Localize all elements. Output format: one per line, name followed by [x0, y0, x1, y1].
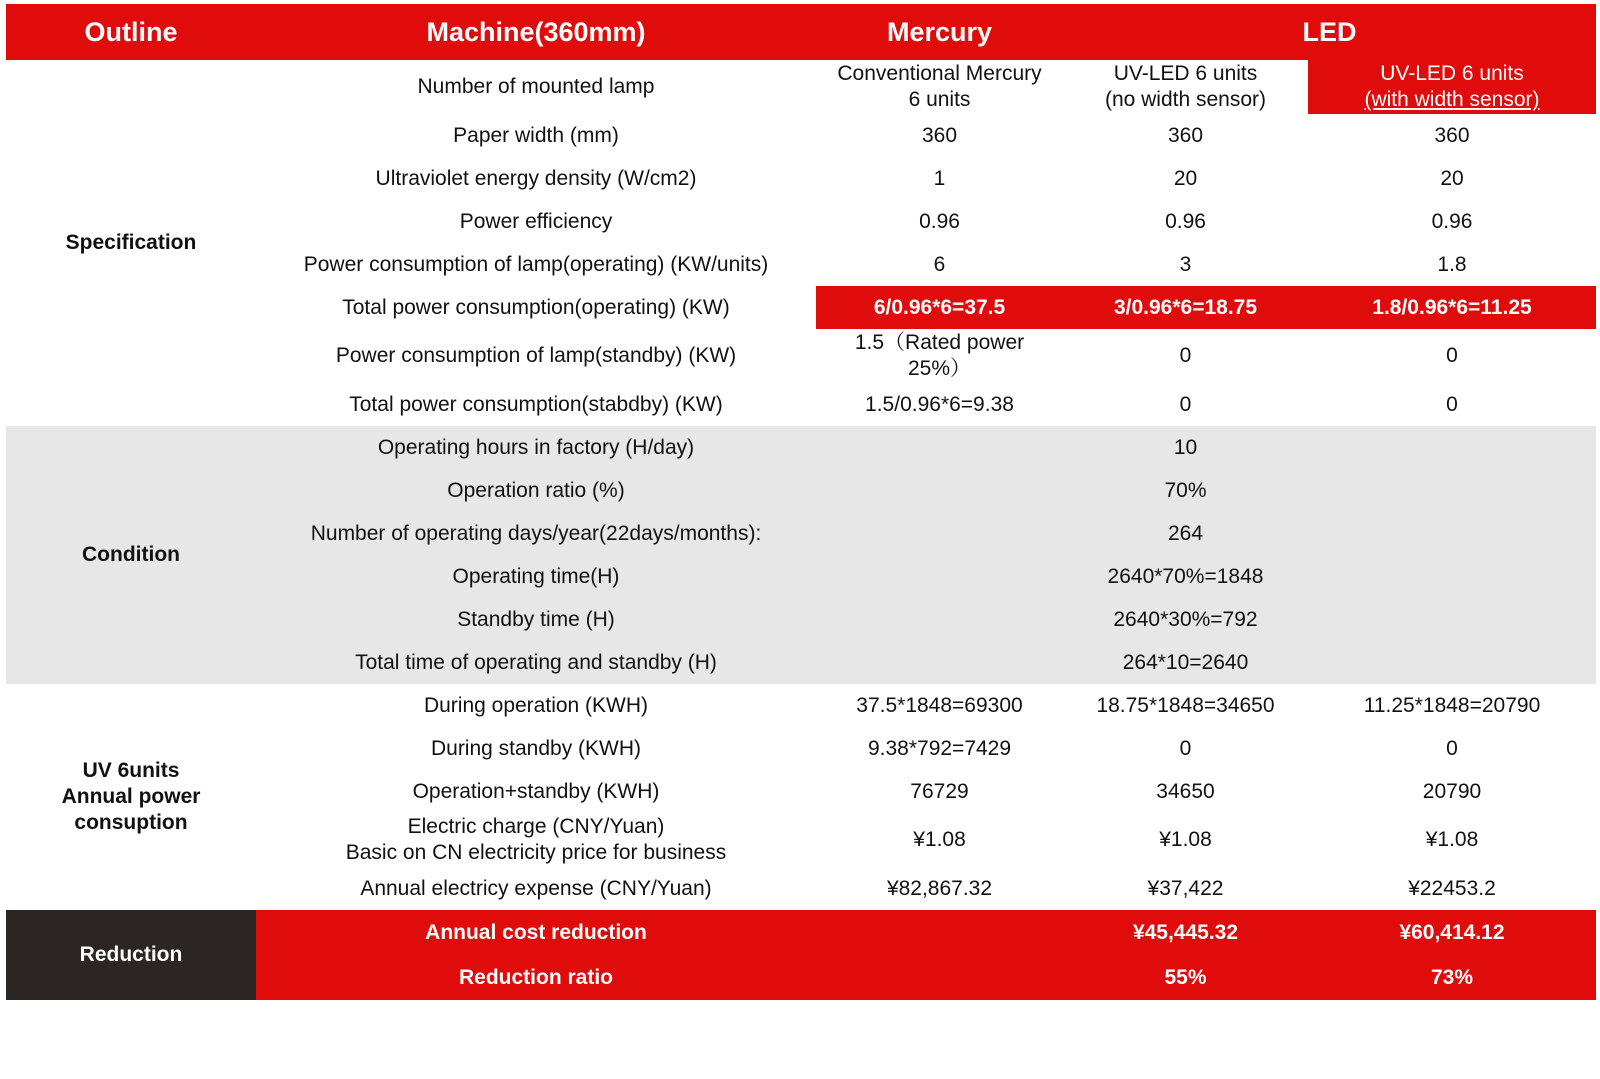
group-condition: Condition	[6, 426, 256, 684]
row-label: Annual electricy expense (CNY/Yuan)	[256, 867, 816, 910]
row-label: Reduction ratio	[256, 955, 816, 1000]
condition-value: 10	[1063, 426, 1308, 469]
cell-mercury: 1	[816, 157, 1063, 200]
row-label: During operation (KWH)	[256, 684, 816, 727]
cell-led-sensor: 73%	[1308, 955, 1596, 1000]
group-label-line: Annual power	[61, 785, 201, 808]
cell-led-sensor: 0	[1308, 727, 1596, 770]
cell-mercury: 6	[816, 243, 1063, 286]
cell-line: 1.5（Rated power	[854, 331, 1025, 354]
cell-led-sensor: 0	[1308, 329, 1596, 383]
cell-led-no-sensor: 3	[1063, 243, 1308, 286]
condition-empty-cell	[1308, 469, 1596, 512]
comparison-sheet	[6, 4, 1596, 1000]
row-label: Operating time(H)	[256, 555, 816, 598]
cell-led-sensor: 1.8	[1308, 243, 1596, 286]
condition-value: 264	[1063, 512, 1308, 555]
cell-led-no-sensor: ¥37,422	[1063, 867, 1308, 910]
header-machine: Machine(360mm)	[256, 4, 816, 60]
annual-row	[6, 684, 1596, 727]
condition-empty-cell	[816, 512, 1063, 555]
cell-line: UV-LED 6 units	[1113, 62, 1258, 85]
cell-led-no-sensor: ¥45,445.32	[1063, 910, 1308, 955]
cell-led-no-sensor: 360	[1063, 114, 1308, 157]
cell-mercury: ¥1.08	[816, 813, 1063, 867]
header-led: LED	[1063, 4, 1596, 60]
condition-value: 2640*70%=1848	[1063, 555, 1308, 598]
row-label: Number of operating days/year(22days/months):	[256, 512, 816, 555]
condition-empty-cell	[1308, 512, 1596, 555]
row-label: During standby (KWH)	[256, 727, 816, 770]
cell-led-sensor: 0.96	[1308, 200, 1596, 243]
cell-led-no-sensor: 18.75*1848=34650	[1063, 684, 1308, 727]
cell-led-no-sensor: 34650	[1063, 770, 1308, 813]
cell-led-no-sensor: 0.96	[1063, 200, 1308, 243]
reduction-row-cost	[6, 910, 1596, 955]
cell-led-sensor: 11.25*1848=20790	[1308, 684, 1596, 727]
condition-empty-cell	[816, 555, 1063, 598]
condition-row	[6, 426, 1596, 469]
cell-led-no-sensor: 0	[1063, 329, 1308, 383]
row-label: Power consumption of lamp(standby) (KW)	[256, 329, 816, 383]
condition-value: 70%	[1063, 469, 1308, 512]
cell-led-no-sensor-highlight: 3/0.96*6=18.75	[1063, 286, 1308, 329]
group-label-line: consuption	[74, 811, 188, 834]
cell-led-no-sensor: 0	[1063, 727, 1308, 770]
cell-led-sensor: 20	[1308, 157, 1596, 200]
cell-mercury	[816, 329, 1063, 383]
reduction-empty-cell	[816, 955, 1063, 1000]
cell-led-sensor-highlight: 1.8/0.96*6=11.25	[1308, 286, 1596, 329]
header-outline: Outline	[6, 4, 256, 60]
condition-empty-cell	[1308, 426, 1596, 469]
reduction-empty-cell	[816, 910, 1063, 955]
cell-line: 25%）	[907, 357, 972, 380]
cell-mercury: 76729	[816, 770, 1063, 813]
cell-led-sensor: ¥22453.2	[1308, 867, 1596, 910]
condition-empty-cell	[1308, 598, 1596, 641]
header-row	[6, 4, 1596, 60]
cell-led-sensor: ¥60,414.12	[1308, 910, 1596, 955]
row-label: Ultraviolet energy density (W/cm2)	[256, 157, 816, 200]
cell-line: (no width sensor)	[1104, 88, 1267, 111]
cell-mercury: 0.96	[816, 200, 1063, 243]
row-label: Total power consumption(operating) (KW)	[256, 286, 816, 329]
cell-mercury: 1.5/0.96*6=9.38	[816, 383, 1063, 426]
condition-empty-cell	[1308, 641, 1596, 684]
row-label: Operation+standby (KWH)	[256, 770, 816, 813]
row-label: Operating hours in factory (H/day)	[256, 426, 816, 469]
cell-line: UV-LED 6 units	[1380, 62, 1524, 85]
cell-mercury: 9.38*792=7429	[816, 727, 1063, 770]
spec-row-lamp	[6, 60, 1596, 114]
uv-lamp-comparison-table	[6, 4, 1596, 1000]
condition-empty-cell	[1308, 555, 1596, 598]
cell-led-sensor-highlight	[1308, 60, 1596, 114]
cell-led-sensor: 0	[1308, 383, 1596, 426]
cell-led-no-sensor: 20	[1063, 157, 1308, 200]
condition-empty-cell	[816, 426, 1063, 469]
cell-line: (with width sensor)	[1364, 88, 1540, 111]
row-label: Number of mounted lamp	[256, 60, 816, 114]
row-label: Paper width (mm)	[256, 114, 816, 157]
condition-empty-cell	[816, 469, 1063, 512]
row-label-line: Basic on CN electricity price for business	[345, 841, 727, 864]
header-mercury: Mercury	[816, 4, 1063, 60]
group-specification: Specification	[6, 60, 256, 426]
cell-led-no-sensor: 55%	[1063, 955, 1308, 1000]
row-label: Power efficiency	[256, 200, 816, 243]
row-label: Standby time (H)	[256, 598, 816, 641]
group-annual-power	[6, 684, 256, 910]
condition-empty-cell	[816, 641, 1063, 684]
condition-empty-cell	[816, 598, 1063, 641]
cell-led-no-sensor: 0	[1063, 383, 1308, 426]
row-label: Power consumption of lamp(operating) (KW/units)	[256, 243, 816, 286]
cell-mercury	[816, 60, 1063, 114]
row-label: Annual cost reduction	[256, 910, 816, 955]
condition-value: 2640*30%=792	[1063, 598, 1308, 641]
cell-mercury: 360	[816, 114, 1063, 157]
cell-line: Conventional Mercury	[837, 62, 1042, 85]
group-label-line: UV 6units	[82, 759, 180, 782]
condition-value: 264*10=2640	[1063, 641, 1308, 684]
cell-led-sensor: 360	[1308, 114, 1596, 157]
cell-mercury: ¥82,867.32	[816, 867, 1063, 910]
cell-mercury-highlight: 6/0.96*6=37.5	[816, 286, 1063, 329]
cell-mercury: 37.5*1848=69300	[816, 684, 1063, 727]
cell-led-sensor: 20790	[1308, 770, 1596, 813]
cell-led-no-sensor: ¥1.08	[1063, 813, 1308, 867]
group-reduction: Reduction	[6, 910, 256, 1000]
row-label-line: Electric charge (CNY/Yuan)	[407, 815, 665, 838]
row-label: Operation ratio (%)	[256, 469, 816, 512]
row-label	[256, 813, 816, 867]
row-label: Total power consumption(stabdby) (KW)	[256, 383, 816, 426]
row-label: Total time of operating and standby (H)	[256, 641, 816, 684]
cell-line: 6 units	[908, 88, 971, 111]
cell-led-no-sensor	[1063, 60, 1308, 114]
cell-led-sensor: ¥1.08	[1308, 813, 1596, 867]
